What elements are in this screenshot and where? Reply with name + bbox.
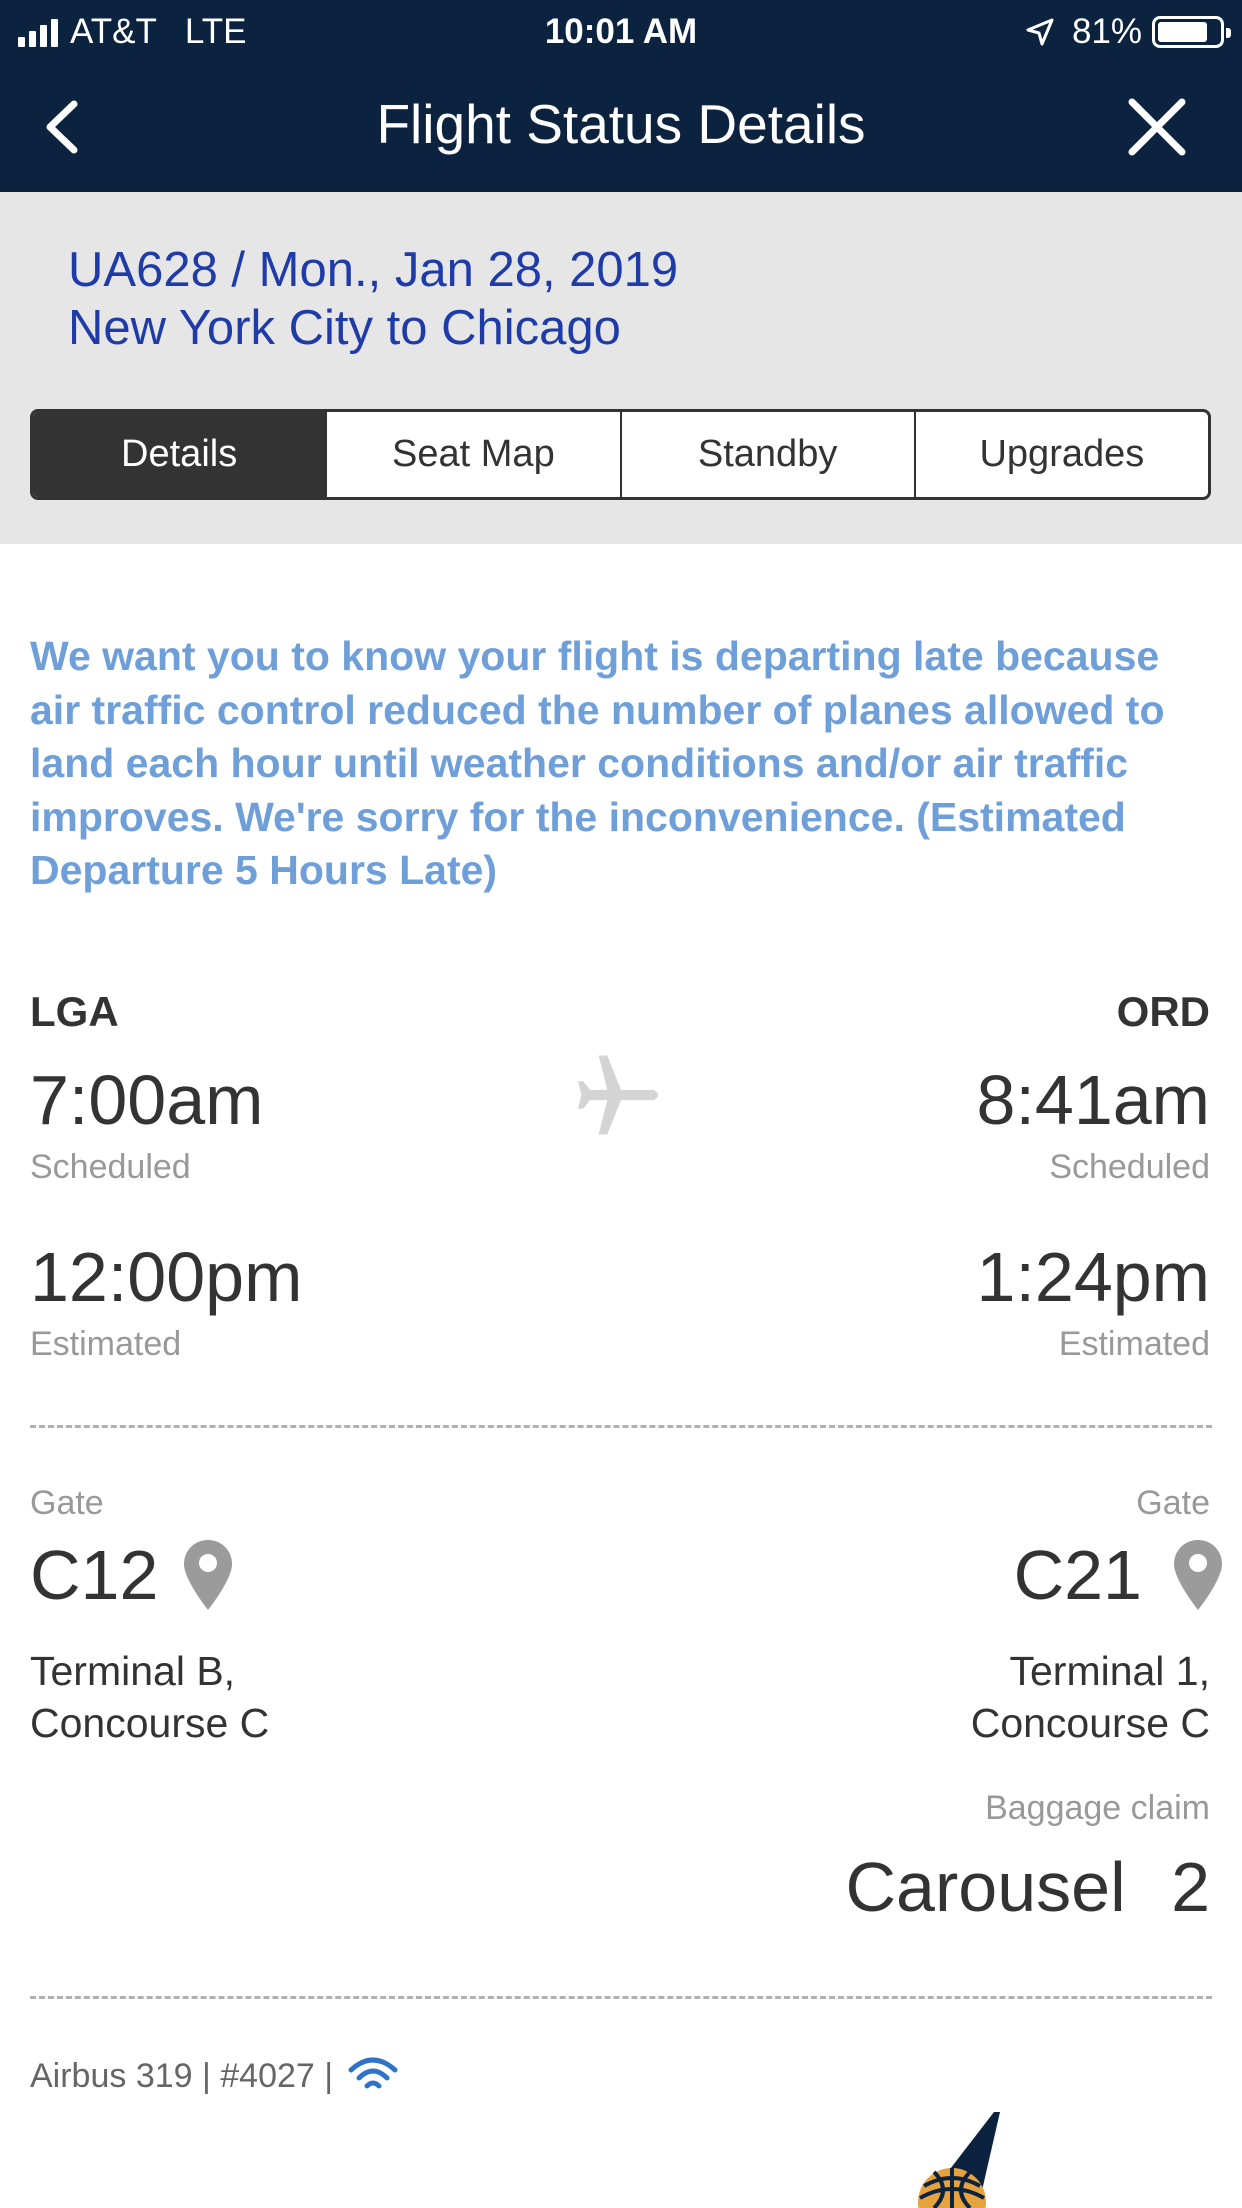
arrival-gate-value: C21 — [1013, 1536, 1142, 1614]
carrier-name: AT&T — [70, 12, 157, 51]
arrival-scheduled-time: 8:41am — [976, 1061, 1210, 1139]
status-time: 10:01 AM — [544, 12, 698, 51]
battery-icon — [1152, 16, 1224, 48]
departure-gate-value: C12 — [30, 1536, 159, 1614]
arrival-concourse-line: Concourse C — [970, 1700, 1210, 1746]
battery-fill — [1158, 22, 1207, 42]
tab-upgrades[interactable]: Upgrades — [914, 412, 1208, 497]
status-bar — [0, 0, 1242, 62]
close-button[interactable] — [1122, 92, 1192, 162]
baggage-claim-label: Baggage claim — [985, 1789, 1210, 1827]
departure-airport-code: LGA — [30, 988, 119, 1035]
arrival-airport-code: ORD — [1116, 988, 1210, 1035]
divider — [30, 1425, 1212, 1428]
status-right — [1024, 12, 1224, 52]
close-icon — [1132, 102, 1182, 152]
location-arrow-icon — [1024, 16, 1056, 48]
departure-scheduled-time: 7:00am — [30, 1061, 264, 1139]
nav-bar — [0, 62, 1242, 192]
departure-scheduled-label: Scheduled — [30, 1148, 191, 1186]
map-pin-icon[interactable] — [1172, 1538, 1224, 1612]
tab-standby[interactable]: Standby — [620, 412, 914, 497]
flight-header — [0, 192, 1242, 544]
flight-number-date: UA628 / Mon., Jan 28, 2019 — [68, 243, 679, 297]
departure-concourse-line: Concourse C — [30, 1700, 270, 1746]
departure-estimated-time: 12:00pm — [30, 1238, 303, 1316]
page-title: Flight Status Details — [376, 93, 866, 155]
baggage-claim-value: Carousel 2 — [845, 1848, 1210, 1926]
map-pin-icon[interactable] — [182, 1538, 234, 1612]
tab-seat-map[interactable]: Seat Map — [325, 412, 619, 497]
segmented-tabs — [30, 409, 1211, 500]
delay-message: We want you to know your flight is departing late because air traffic control reduced the number of planes allowed to land each hour until weather conditions and/or air traffic improves. We're sorry for the inconvenience. (Estimated Departure 5 Hours Late) — [30, 633, 1165, 893]
departure-terminal-line: Terminal B, — [30, 1648, 236, 1694]
arrival-scheduled-label: Scheduled — [1049, 1148, 1210, 1186]
arrival-estimated-time: 1:24pm — [976, 1238, 1210, 1316]
arrival-terminal-line: Terminal 1, — [1009, 1648, 1210, 1694]
arrival-gate-label: Gate — [1136, 1484, 1210, 1522]
departure-terminal — [30, 1645, 269, 1749]
departure-gate-label: Gate — [30, 1484, 104, 1522]
arrival-gate[interactable] — [1014, 1535, 1224, 1615]
network-type: LTE — [184, 12, 247, 51]
departure-gate[interactable] — [30, 1535, 234, 1615]
arrival-terminal — [971, 1645, 1210, 1749]
aircraft-info-text: Airbus 319 | #4027 | — [30, 2056, 334, 2095]
aircraft-info — [30, 2056, 399, 2096]
departure-estimated-label: Estimated — [30, 1325, 182, 1363]
flight-route: New York City to Chicago — [68, 301, 621, 355]
tab-details[interactable]: Details — [33, 412, 325, 497]
airplane-icon — [578, 1052, 664, 1138]
battery-percent: 81% — [1071, 12, 1142, 51]
aircraft-tail-logo — [860, 2110, 1000, 2208]
arrival-estimated-label: Estimated — [1058, 1325, 1210, 1363]
wifi-icon — [347, 2056, 399, 2096]
divider — [30, 1996, 1212, 1999]
